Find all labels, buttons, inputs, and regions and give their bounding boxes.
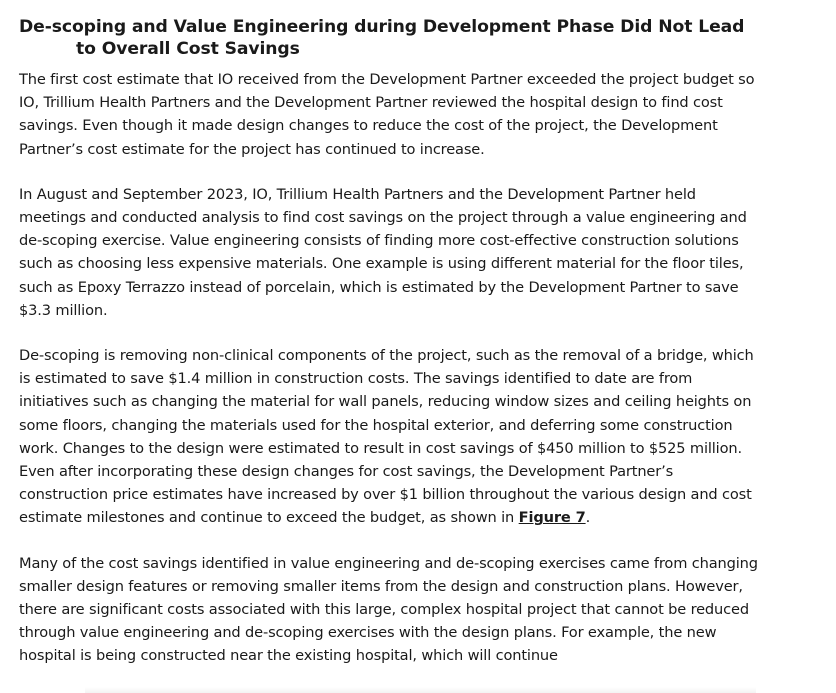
figure-7-link[interactable]: Figure 7 [518, 509, 586, 527]
section-heading: De-scoping and Value Engineering during Development Phase Did Not Lead to Overall Cost Savings [19, 17, 745, 59]
paragraph-de-scoping-end: . [585, 509, 591, 527]
paragraph-value-engineering: In August and September 2023, IO, Trillium Health Partners and the Development Partner held meetings and conducted analysis to find cost savings on the project through a value engineering and de-scoping exercise. Value engineering consists of finding more cost-effective construction solutions such as choosing less expensive materials. One example is using different material for the floor tiles, such as Epoxy Terrazzo instead of porcelain, which is estimated by the Development Partner to save $3.3 million. [19, 185, 747, 319]
paragraph-cost-savings: Many of the cost savings identified in value engineering and de-scoping exercises came from changing smaller design features or removing smaller items from the design and construction plans. However, there are significant costs associated with this large, complex hospital project that cannot be reduced through value engineering and de-scoping exercises with the design plans. For example, the new hospital is being constructed near the existing hospital, which will continue [19, 554, 758, 665]
document-body [19, 16, 759, 690]
paragraph-de-scoping-text: De-scoping is removing non-clinical components of the project, such as the removal of a bridge, which is estimated to save $1.4 million in construction costs. The savings identified to date are from initiatives such as changing the material for wall panels, reducing window sizes and ceiling heights on some floors, changing the materials used for the hospital exterior, and deferring some construction work. Changes to the design were estimated to result in cost savings of $450 million to $525 million. Even after incorporating these design changes for cost savings, the Development Partner’s construction price estimates have increased by over $1 billion throughout the various design and cost estimate milestones and continue to exceed the budget, as shown in [19, 347, 754, 527]
paragraph-de-scoping [19, 344, 759, 530]
paragraph-first-cost-estimate: The first cost estimate that IO received from the Development Partner exceeded the project budget so IO, Trillium Health Partners and the Development Partner reviewed the hospital design to find cost savings. Even though it made design changes to reduce the cost of the project, the Development Partner’s cost estimate for the project has continued to increase. [19, 71, 755, 158]
bottom-fade [85, 687, 756, 693]
